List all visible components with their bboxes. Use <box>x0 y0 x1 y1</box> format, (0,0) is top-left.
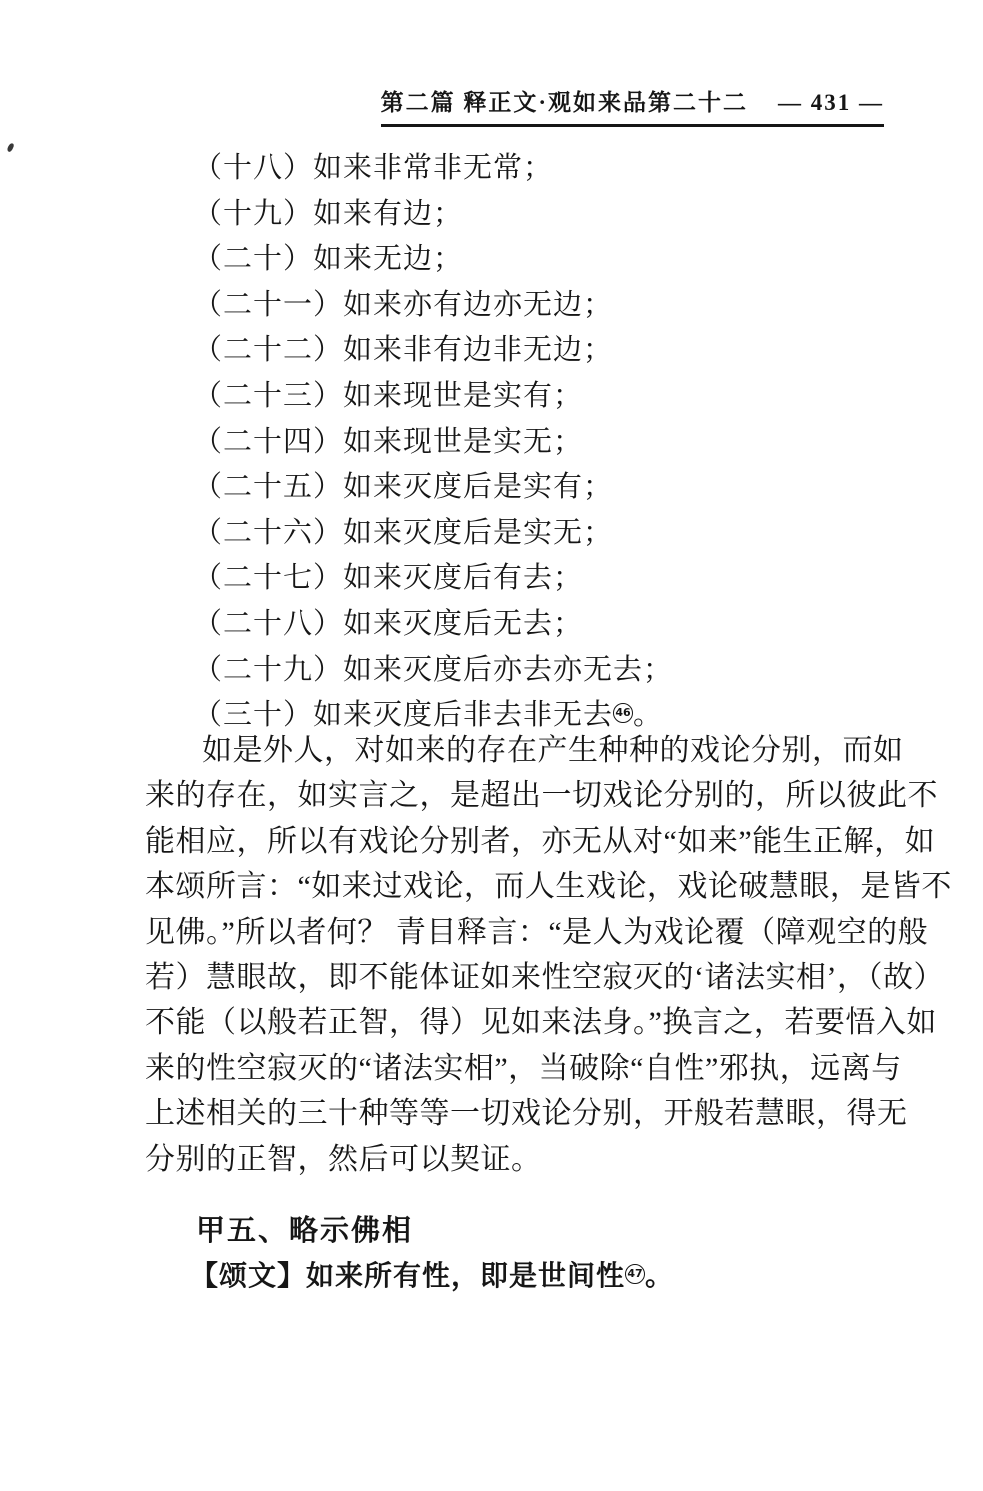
list-item: （二十四）如来现世是实无； <box>193 425 584 458</box>
verse-label: 【颂文】 <box>190 1260 307 1291</box>
running-head-rule <box>381 84 884 127</box>
text-line: 能相应，所以有戏论分别者，亦无从对“如来”能生正解，如 <box>145 824 936 858</box>
verse-text: 如来所有性，即是世间性 <box>306 1260 626 1291</box>
list-item: （二十一）如来亦有边亦无边； <box>193 288 614 321</box>
enumerated-thesis-list <box>193 146 673 739</box>
list-item: （二十二）如来非有边非无边； <box>193 334 614 367</box>
text-line: 本颂所言：“如来过戏论，而人生戏论，戏论破慧眼，是皆不 <box>145 870 952 904</box>
text-line: 来的性空寂灭的“诸法实相”，当破除“自性”邪执，远离与 <box>145 1051 902 1085</box>
text-line: 如是外人，对如来的存在产生种种的戏论分别，而如 <box>202 734 904 767</box>
page-number: — 431 — <box>778 90 884 115</box>
list-item: （十八）如来非常非无常； <box>193 152 554 184</box>
verse-period: 。 <box>645 1260 675 1291</box>
footnote-marker: 47 <box>625 1264 645 1284</box>
commentary-paragraph <box>145 728 952 1182</box>
text-line: 上述相关的三十种等等一切戏论分别，开般若慧眼，得无 <box>145 1097 908 1131</box>
scan-speck <box>6 142 14 152</box>
text-line: 若）慧眼故，即不能体证如来性空寂灭的‘诸法实相’，（故） <box>145 961 944 995</box>
list-item: （二十三）如来现世是实有； <box>193 379 584 412</box>
text-line: 见佛。”所以者何？ 青目释言：“是人为戏论覆（障观空的般 <box>145 915 929 949</box>
list-item: （十九）如来有边； <box>193 197 464 230</box>
text-line: 来的存在，如实言之，是超出一切戏论分别的，所以彼此不 <box>145 779 938 813</box>
footnote-marker: 46 <box>613 703 633 723</box>
page-header <box>381 84 884 127</box>
list-item: （二十九）如来灭度后亦去亦无去； <box>193 653 674 686</box>
list-item: （二十八）如来灭度后无去； <box>193 607 584 640</box>
running-title: 第二篇 释正文·观如来品第二十二 <box>380 90 748 115</box>
verse-line <box>190 1254 674 1294</box>
list-item: （二十六）如来灭度后是实无； <box>193 516 614 549</box>
list-item: （二十五）如来灭度后是实有； <box>193 471 614 504</box>
section-heading: 甲五、略示佛相 <box>196 1215 414 1247</box>
text-line: 不能（以般若正智，得）见如来法身。”换言之，若要悟入如 <box>145 1006 937 1040</box>
list-item: （二十七）如来灭度后有去； <box>193 562 584 595</box>
text-line: 分别的正智，然后可以契证。 <box>145 1142 542 1176</box>
list-item: （三十）如来灭度后非去非无去 $^{46}$。 <box>193 699 664 732</box>
list-item: （二十）如来无边； <box>193 243 464 276</box>
